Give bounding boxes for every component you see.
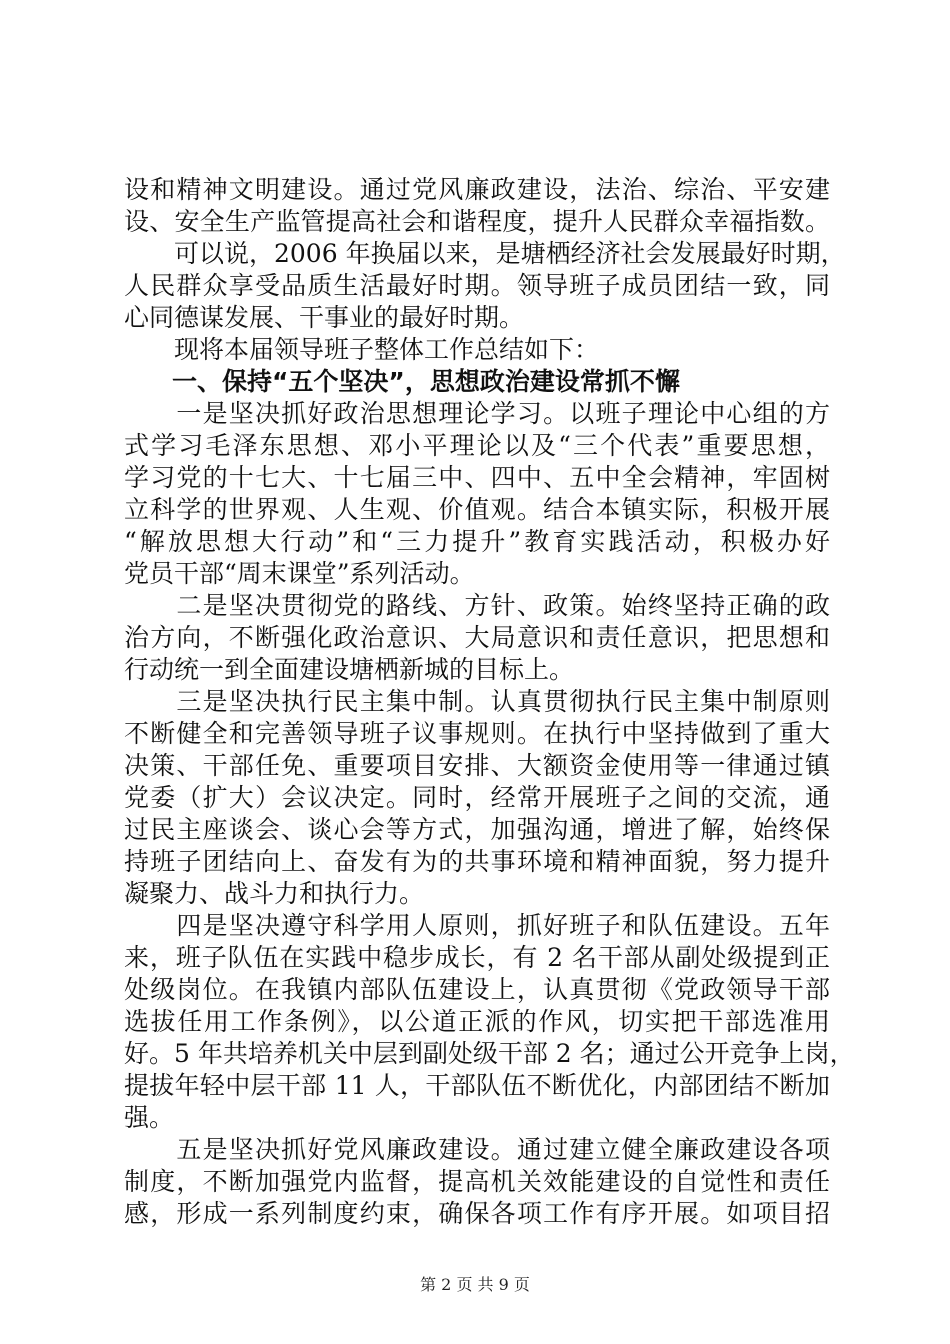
text-line: 立科学的世界观、人生观、价值观。结合本镇实际，积极开展 xyxy=(124,495,830,524)
text-line: 式学习毛泽东思想、邓小平理论以及“三个代表”重要思想， xyxy=(124,431,830,460)
text-line: 三是坚决执行民主集中制。认真贯彻执行民主集中制原则 xyxy=(124,687,830,716)
text-line: 强。 xyxy=(124,1103,175,1132)
text-line: 可以说，2006 年换届以来，是塘栖经济社会发展最好时期， xyxy=(124,239,846,268)
document-body xyxy=(124,174,855,1230)
text-line: 好。5 年共培养机关中层到副处级干部 2 名；通过公开竞争上岗， xyxy=(124,1039,855,1068)
text-line: 人民群众享受品质生活最好时期。领导班子成员团结一致，同 xyxy=(124,271,830,300)
text-line: 感，形成一系列制度约束，确保各项工作有序开展。如项目招 xyxy=(124,1199,830,1228)
text-line: 一是坚决抓好政治思想理论学习。以班子理论中心组的方 xyxy=(124,399,830,428)
text-line: 制度，不断加强党内监督，提高机关效能建设的自觉性和责任 xyxy=(124,1167,830,1196)
section-heading: 一、保持“五个坚决”，思想政治建设常抓不懈 xyxy=(172,367,680,396)
text-line: 行动统一到全面建设塘栖新城的目标上。 xyxy=(124,655,575,684)
text-line: 心同德谋发展、干事业的最好时期。 xyxy=(124,303,525,332)
text-line: “解放思想大行动”和“三力提升”教育实践活动，积极办好 xyxy=(124,527,830,556)
text-line: 过民主座谈会、谈心会等方式，加强沟通，增进了解，始终保 xyxy=(124,815,830,844)
text-line: 不断健全和完善领导班子议事规则。在执行中坚持做到了重大 xyxy=(124,719,830,748)
text-line: 凝聚力、战斗力和执行力。 xyxy=(124,879,425,908)
text-line: 治方向，不断强化政治意识、大局意识和责任意识，把思想和 xyxy=(124,623,830,652)
page-footer: 第 2 页 共 9 页 xyxy=(420,1275,530,1294)
text-line: 持班子团结向上、奋发有为的共事环境和精神面貌，努力提升 xyxy=(124,847,830,876)
text-line: 设、安全生产监管提高社会和谐程度，提升人民群众幸福指数。 xyxy=(124,207,830,236)
text-line: 五是坚决抓好党风廉政建设。通过建立健全廉政建设各项 xyxy=(124,1135,830,1164)
text-line: 选拔任用工作条例》，以公道正派的作风，切实把干部选准用 xyxy=(124,1007,830,1036)
text-line: 设和精神文明建设。通过党风廉政建设，法治、综治、平安建 xyxy=(124,175,830,204)
text-line: 决策、干部任免、重要项目安排、大额资金使用等一律通过镇 xyxy=(124,751,830,780)
text-line: 现将本届领导班子整体工作总结如下： xyxy=(124,335,600,364)
text-line: 党员干部“周末课堂”系列活动。 xyxy=(124,559,475,588)
text-line: 党委（扩大）会议决定。同时，经常开展班子之间的交流，通 xyxy=(124,783,830,812)
text-line: 提拔年轻中层干部 11 人，干部队伍不断优化，内部团结不断加 xyxy=(124,1071,830,1100)
text-line: 四是坚决遵守科学用人原则，抓好班子和队伍建设。五年 xyxy=(124,911,830,940)
text-line: 二是坚决贯彻党的路线、方针、政策。始终坚持正确的政 xyxy=(124,591,830,620)
text-line: 处级岗位。在我镇内部队伍建设上，认真贯彻《党政领导干部 xyxy=(124,975,830,1004)
text-line: 学习党的十七大、十七届三中、四中、五中全会精神，牢固树 xyxy=(124,463,830,492)
text-line: 来，班子队伍在实践中稳步成长，有 2 名干部从副处级提到正 xyxy=(124,943,830,972)
